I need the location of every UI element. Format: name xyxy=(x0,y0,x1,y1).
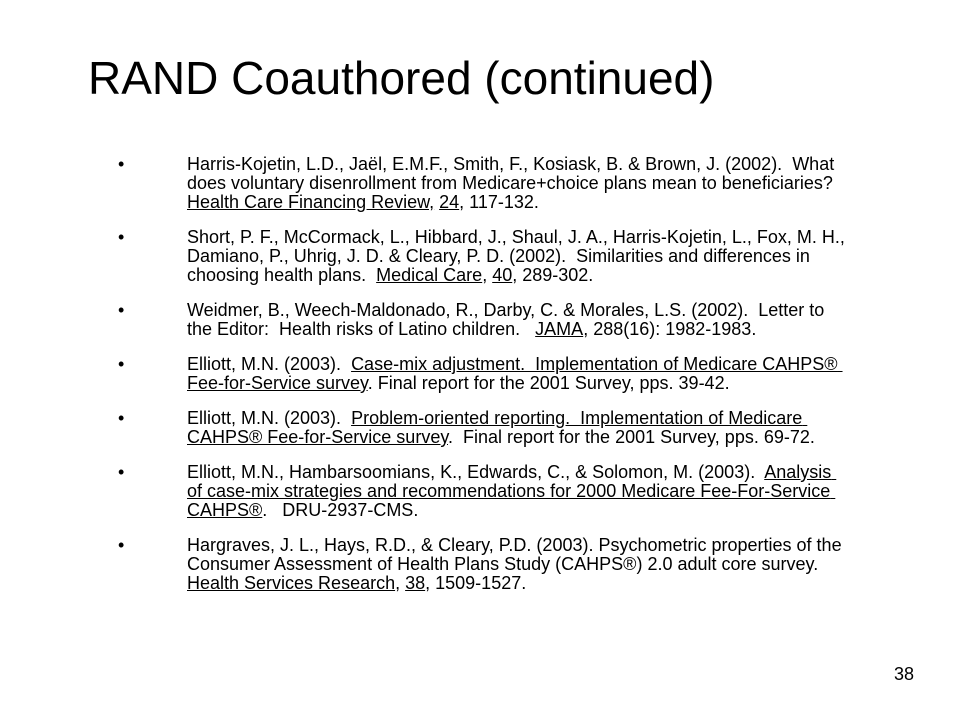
reference-text: . DRU-2937-CMS. xyxy=(262,500,419,520)
reference-title: Problem-oriented reporting. Implementation of Medicare CAHPS® Fee-for-Service survey xyxy=(187,408,808,447)
slide-title: RAND Coauthored (continued) xyxy=(88,52,715,104)
reference-text: Elliott, M.N., Hambarsoomians, K., Edwards, C., & Solomon, M. (2003). xyxy=(187,462,765,482)
reference-text: , xyxy=(395,573,406,593)
reference-journal: Health Services Research xyxy=(187,573,396,593)
reference-item xyxy=(118,463,848,520)
reference-journal: Health Care Financing Review, xyxy=(187,192,435,212)
reference-item xyxy=(118,228,848,285)
reference-title: Case-mix adjustment. Implementation of Medicare CAHPS® Fee-for-Service survey xyxy=(187,354,843,393)
reference-text: , xyxy=(482,265,493,285)
reference-text: Hargraves, J. L., Hays, R.D., & Cleary, P.D. (2003). Psychometric properties of the Consumer Assessment of Health Plans Study (CAHPS®) 2.0 adult core survey. xyxy=(187,535,847,574)
reference-journal: JAMA xyxy=(535,319,584,339)
reference-volume: 24 xyxy=(439,192,460,212)
reference-text: Harris-Kojetin, L.D., Jaël, E.M.F., Smith, F., Kosiask, B. & Brown, J. (2002). What does voluntary disenrollment from Medicare+choice plans mean to beneficiaries? xyxy=(187,154,840,193)
reference-text: Short, P. F., McCormack, L., Hibbard, J., Shaul, J. A., Harris-Kojetin, L., Fox, M. H., Damiano, P., Uhrig, J. D. & Cleary, P. D. (2002). Similarities and differences in choosing health plans. xyxy=(187,227,850,285)
reference-item xyxy=(118,536,848,593)
reference-text: . Final report for the 2001 Survey, pps. 69-72. xyxy=(448,427,815,447)
reference-text: , 1509-1527. xyxy=(425,573,527,593)
reference-item xyxy=(118,301,848,339)
reference-volume: 38 xyxy=(405,573,426,593)
reference-text: Elliott, M.N. (2003). xyxy=(187,408,352,428)
reference-item xyxy=(118,355,848,393)
page-number: 38 xyxy=(893,664,914,684)
reference-title: Analysis of case-mix strategies and recommendations for 2000 Medicare Fee-For-Service CAHPS® xyxy=(187,462,837,520)
reference-volume: 40 xyxy=(492,265,513,285)
reference-text: Weidmer, B., Weech-Maldonado, R., Darby, C. & Morales, L.S. (2002). Letter to the Editor: Health risks of Latino children. xyxy=(187,300,830,339)
reference-text: , 288(16): 1982-1983. xyxy=(583,319,757,339)
reference-journal: Medical Care xyxy=(376,265,483,285)
reference-item xyxy=(118,155,848,212)
reference-text: Elliott, M.N. (2003). xyxy=(187,354,352,374)
reference-text: , 117-132. xyxy=(459,192,539,212)
reference-item xyxy=(118,409,848,447)
reference-list xyxy=(118,155,848,593)
reference-text: . Final report for the 2001 Survey, pps. 39-42. xyxy=(367,373,730,393)
reference-text: , 289-302. xyxy=(512,265,594,285)
